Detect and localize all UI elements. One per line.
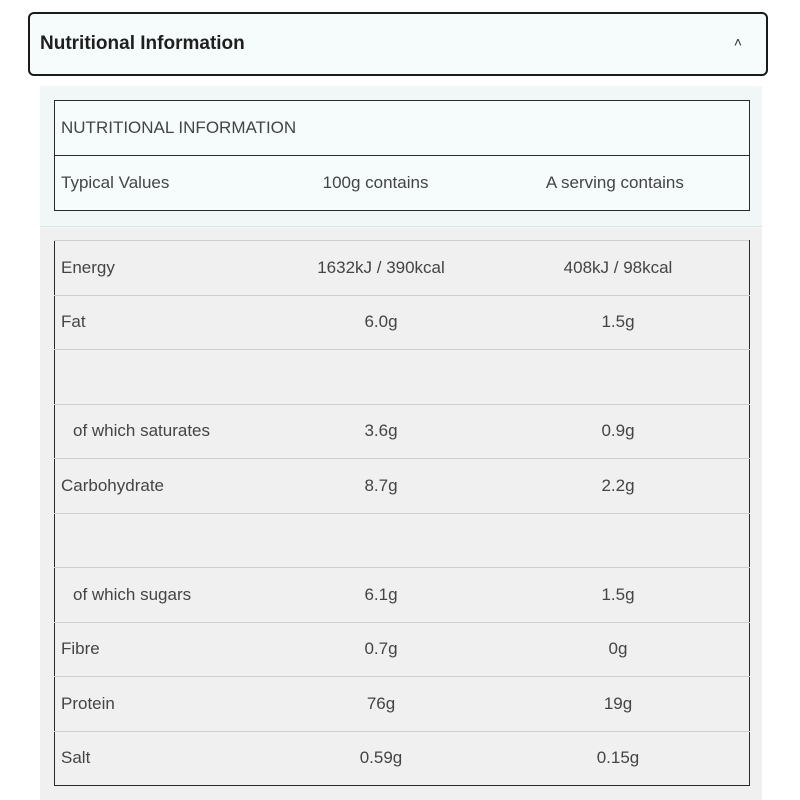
row-label: Fibre <box>55 622 276 677</box>
row-label: Salt <box>55 731 276 786</box>
row-value-100g: 6.0g <box>275 295 487 350</box>
row-value-serving <box>487 513 750 568</box>
row-value-100g: 1632kJ / 390kcal <box>275 241 487 296</box>
row-value-100g: 3.6g <box>275 404 487 459</box>
row-label: Protein <box>55 677 276 732</box>
chevron-up-icon[interactable]: ˄ <box>733 34 742 50</box>
row-value-serving: 19g <box>487 677 750 732</box>
column-header-100g: 100g contains <box>270 156 480 211</box>
nutritional-information-accordion[interactable] <box>28 12 768 76</box>
row-value-serving: 0g <box>487 622 750 677</box>
row-value-100g: 0.7g <box>275 622 487 677</box>
table-row <box>55 677 750 732</box>
row-label: of which sugars <box>55 568 276 623</box>
row-label: Fat <box>55 295 276 350</box>
row-value-100g: 8.7g <box>275 459 487 514</box>
row-value-serving: 2.2g <box>487 459 750 514</box>
row-value-100g: 76g <box>275 677 487 732</box>
table-row <box>55 241 750 296</box>
table-row <box>55 568 750 623</box>
row-label: of which saturates <box>55 404 276 459</box>
row-value-serving: 408kJ / 98kcal <box>487 241 750 296</box>
row-label <box>55 513 276 568</box>
table-row <box>55 404 750 459</box>
column-header-typical-values: Typical Values <box>55 156 271 211</box>
row-value-serving: 1.5g <box>487 295 750 350</box>
table-row <box>55 731 750 786</box>
table-title: NUTRITIONAL INFORMATION <box>55 101 750 156</box>
row-value-100g <box>275 513 487 568</box>
row-value-100g <box>275 350 487 405</box>
row-value-serving: 0.15g <box>487 731 750 786</box>
row-label: Carbohydrate <box>55 459 276 514</box>
table-row <box>55 459 750 514</box>
divider <box>40 226 762 227</box>
row-value-100g: 6.1g <box>275 568 487 623</box>
row-value-serving: 0.9g <box>487 404 750 459</box>
table-row-empty <box>55 350 750 405</box>
table-row <box>55 622 750 677</box>
accordion-title: Nutritional Information <box>40 33 245 54</box>
row-value-serving: 1.5g <box>487 568 750 623</box>
row-value-100g: 0.59g <box>275 731 487 786</box>
row-label: Energy <box>55 241 276 296</box>
nutrition-values-table <box>54 240 750 786</box>
row-value-serving <box>487 350 750 405</box>
nutrition-header-table <box>54 100 750 211</box>
table-row-empty <box>55 513 750 568</box>
column-header-serving: A serving contains <box>481 156 750 211</box>
row-label <box>55 350 276 405</box>
table-row <box>55 295 750 350</box>
